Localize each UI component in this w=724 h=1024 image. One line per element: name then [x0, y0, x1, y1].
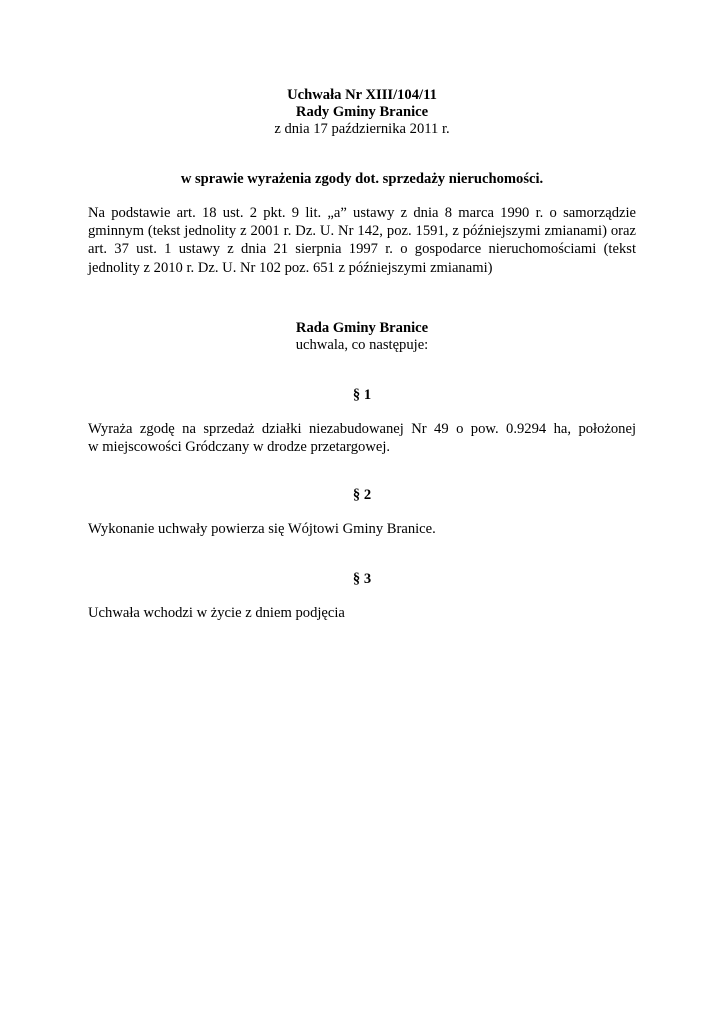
- resolution-date: z dnia 17 października 2011 r.: [274, 121, 450, 137]
- resolution-subject: w sprawie wyrażenia zgody dot. sprzedaży nieruchomości.: [180, 171, 544, 187]
- section-3-heading: § 3: [352, 571, 372, 587]
- section-1-line: Wyraża zgodę na sprzedaż działki niezabudowanej Nr 49 o pow. 0.9294 ha, położonej: [88, 421, 636, 437]
- section-3-line: Uchwała wchodzi w życie z dniem podjęcia: [88, 605, 345, 621]
- section-1-text: [88, 420, 636, 456]
- council-name: Rady Gminy Branice: [295, 104, 429, 120]
- legal-basis-paragraph: [88, 204, 636, 277]
- section-2-line: Wykonanie uchwały powierza się Wójtowi Gminy Branice.: [88, 521, 436, 537]
- resolution-number: Uchwała Nr XIII/104/11: [287, 87, 437, 103]
- section-3-text: [88, 604, 636, 622]
- resolves-clause: uchwala, co następuje:: [295, 337, 429, 353]
- legal-basis-line: jednolity z 2010 r. Dz. U. Nr 102 poz. 651 z późniejszymi zmianami): [88, 259, 493, 276]
- section-2-text: [88, 520, 636, 538]
- legal-basis-line: art. 37 ust. 1 ustawy z dnia 21 sierpnia 1997 r. o gospodarce nieruchomościami (tekst: [88, 241, 636, 258]
- section-1-line: w miejscowości Gródczany w drodze przetargowej.: [88, 439, 391, 456]
- legal-basis-line: gminnym (tekst jednolity z 2001 r. Dz. U. Nr 142, poz. 1591, z późniejszymi zmianami) oraz: [88, 223, 636, 240]
- resolving-body: Rada Gminy Branice: [295, 320, 429, 336]
- section-1-heading: § 1: [352, 387, 372, 403]
- legal-basis-line: Na podstawie art. 18 ust. 2 pkt. 9 lit. „a” ustawy z dnia 8 marca 1990 r. o samorządzie: [88, 205, 636, 221]
- section-2-heading: § 2: [352, 487, 372, 503]
